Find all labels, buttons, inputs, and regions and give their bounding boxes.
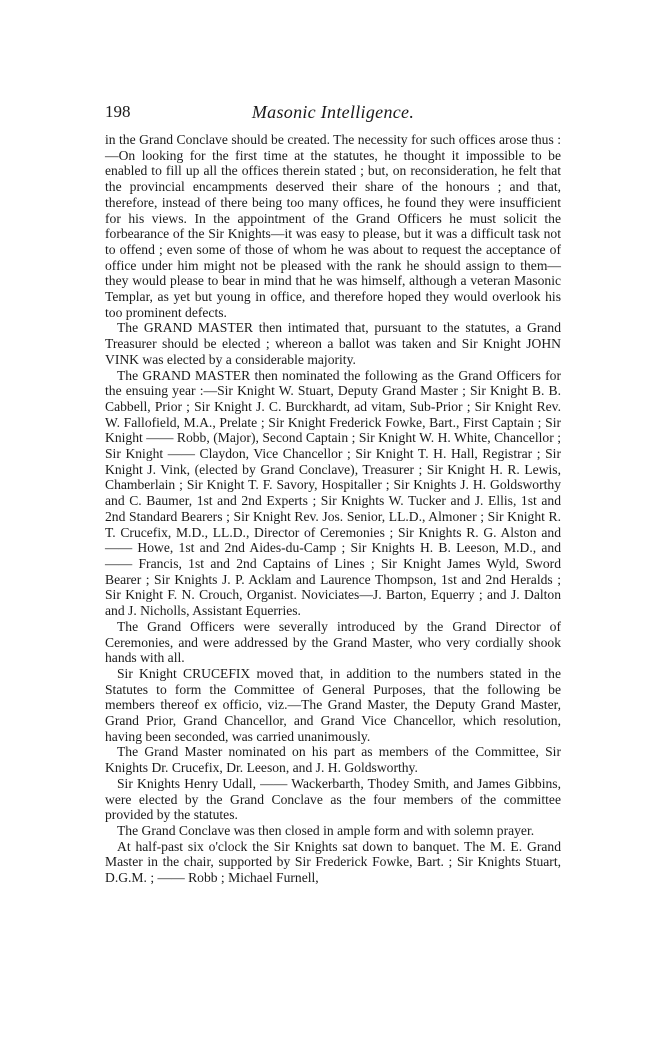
paragraph-committee-election: Sir Knights Henry Udall, —— Wackerbarth, Thodey Smith, and James Gibbins, were elected by the Grand Conclave as the four members of the committee provided by the statutes. (105, 775, 561, 823)
body-text (105, 132, 561, 886)
paragraph-grand-officers-list: The GRAND MASTER then nominated the following as the Grand Officers for the ensuing year :—Sir Knight W. Stuart, Deputy Grand Master ; Sir Knight B. B. Cabbell, Prior ; Sir Knight J. C. Burckhardt, ad vitam, Sub-Prior ; Sir Knight Rev. W. Fallofield, M.A., Prelate ; Sir Knight Frederick Fowke, Bart., First Captain ; Sir Knight —— Robb, (Major), Second Captain ; Sir Knight W. H. White, Chancellor ; Sir Knight —— Claydon, Vice Chancellor ; Sir Knight T. H. Hall, Registrar ; Sir Knight J. Vink, (elected by Grand Conclave), Treasurer ; Sir Knight H. R. Lewis, Chamberlain ; Sir Knight T. F. Savory, Hospitaller ; Sir Knights J. H. Goldsworthy and C. Baumer, 1st and 2nd Experts ; Sir Knights W. Tucker and J. Ellis, 1st and 2nd Standard Bearers ; Sir Knight Rev. Jos. Senior, LL.D., Almoner ; Sir Knight R. T. Crucefix, M.D., LL.D., Director of Ceremonies ; Sir Knights R. G. Alston and —— Howe, 1st and 2nd Aides-du-Camp ; Sir Knights H. B. Leeson, M.D., and —— Francis, 1st and 2nd Captains of Lines ; Sir Knight James Wyld, Sword Bearer ; Sir Knights J. P. Acklam and Laurence Thompson, 1st and 2nd Heralds ; Sir Knight F. N. Crouch, Organist. Noviciates—J. Barton, Equerry ; and J. Dalton and J. Nicholls, Assistant Equerries. (105, 367, 561, 619)
paragraph-banquet: At half-past six o'clock the Sir Knights sat down to banquet. The M. E. Grand Master in the chair, supported by Sir Frederick Fowke, Bart. ; Sir Knights Stuart, D.G.M. ; —— Robb ; Michael Furnell, (105, 838, 561, 886)
paragraph-officers-introduced: The Grand Officers were severally introduced by the Grand Director of Ceremonies, and were addressed by the Grand Master, who very cordially shook hands with all. (105, 618, 561, 666)
paragraph-grand-treasurer-election: The GRAND MASTER then intimated that, pursuant to the statutes, a Grand Treasurer should be elected ; whereon a ballot was taken and Sir Knight JOHN VINK was elected by a considerable majority. (105, 320, 561, 367)
paragraph-committee-nominations: The Grand Master nominated on his part as members of the Committee, Sir Knights Dr. Crucefix, Dr. Leeson, and J. H. Goldsworthy. (105, 744, 561, 776)
paragraph-committee-motion: Sir Knight CRUCEFIX moved that, in addition to the numbers stated in the Statutes to form the Committee of General Purposes, that the following be members thereof ex officio, viz.—The Grand Master, the Deputy Grand Master, Grand Prior, Grand Chancellor, and Grand Vice Chancellor, which resolution, having been seconded, was carried unanimously. (105, 665, 561, 744)
running-title: Masonic Intelligence. (251, 102, 415, 122)
paragraph-conclave-closed: The Grand Conclave was then closed in ample form and with solemn prayer. (117, 822, 535, 838)
page-number: 198 (105, 102, 131, 121)
page-header (105, 100, 561, 124)
paragraph-appointments-speech: in the Grand Conclave should be created. The necessity for such offices arose thus :—On looking for the first time at the statutes, he thought it impossible to be enabled to fill up all the offices therein stated ; but, on reconsideration, he felt that the provincial encampments deserved their share of the honours ; and that, therefore, instead of there being too many offices, he found they were insufficient for his views. In the appointment of the Grand Officers he must solicit the forbearance of the Sir Knights—it was easy to please, but it was a difficult task not to offend ; even some of those of whom he was about to request the acceptance of office under him might not be pleased with the rank he should assign to them—they would please to bear in mind that he was himself, although a veteran Masonic Templar, as yet but young in office, and therefore hoped they would overlook his too prominent defects. (105, 132, 561, 320)
